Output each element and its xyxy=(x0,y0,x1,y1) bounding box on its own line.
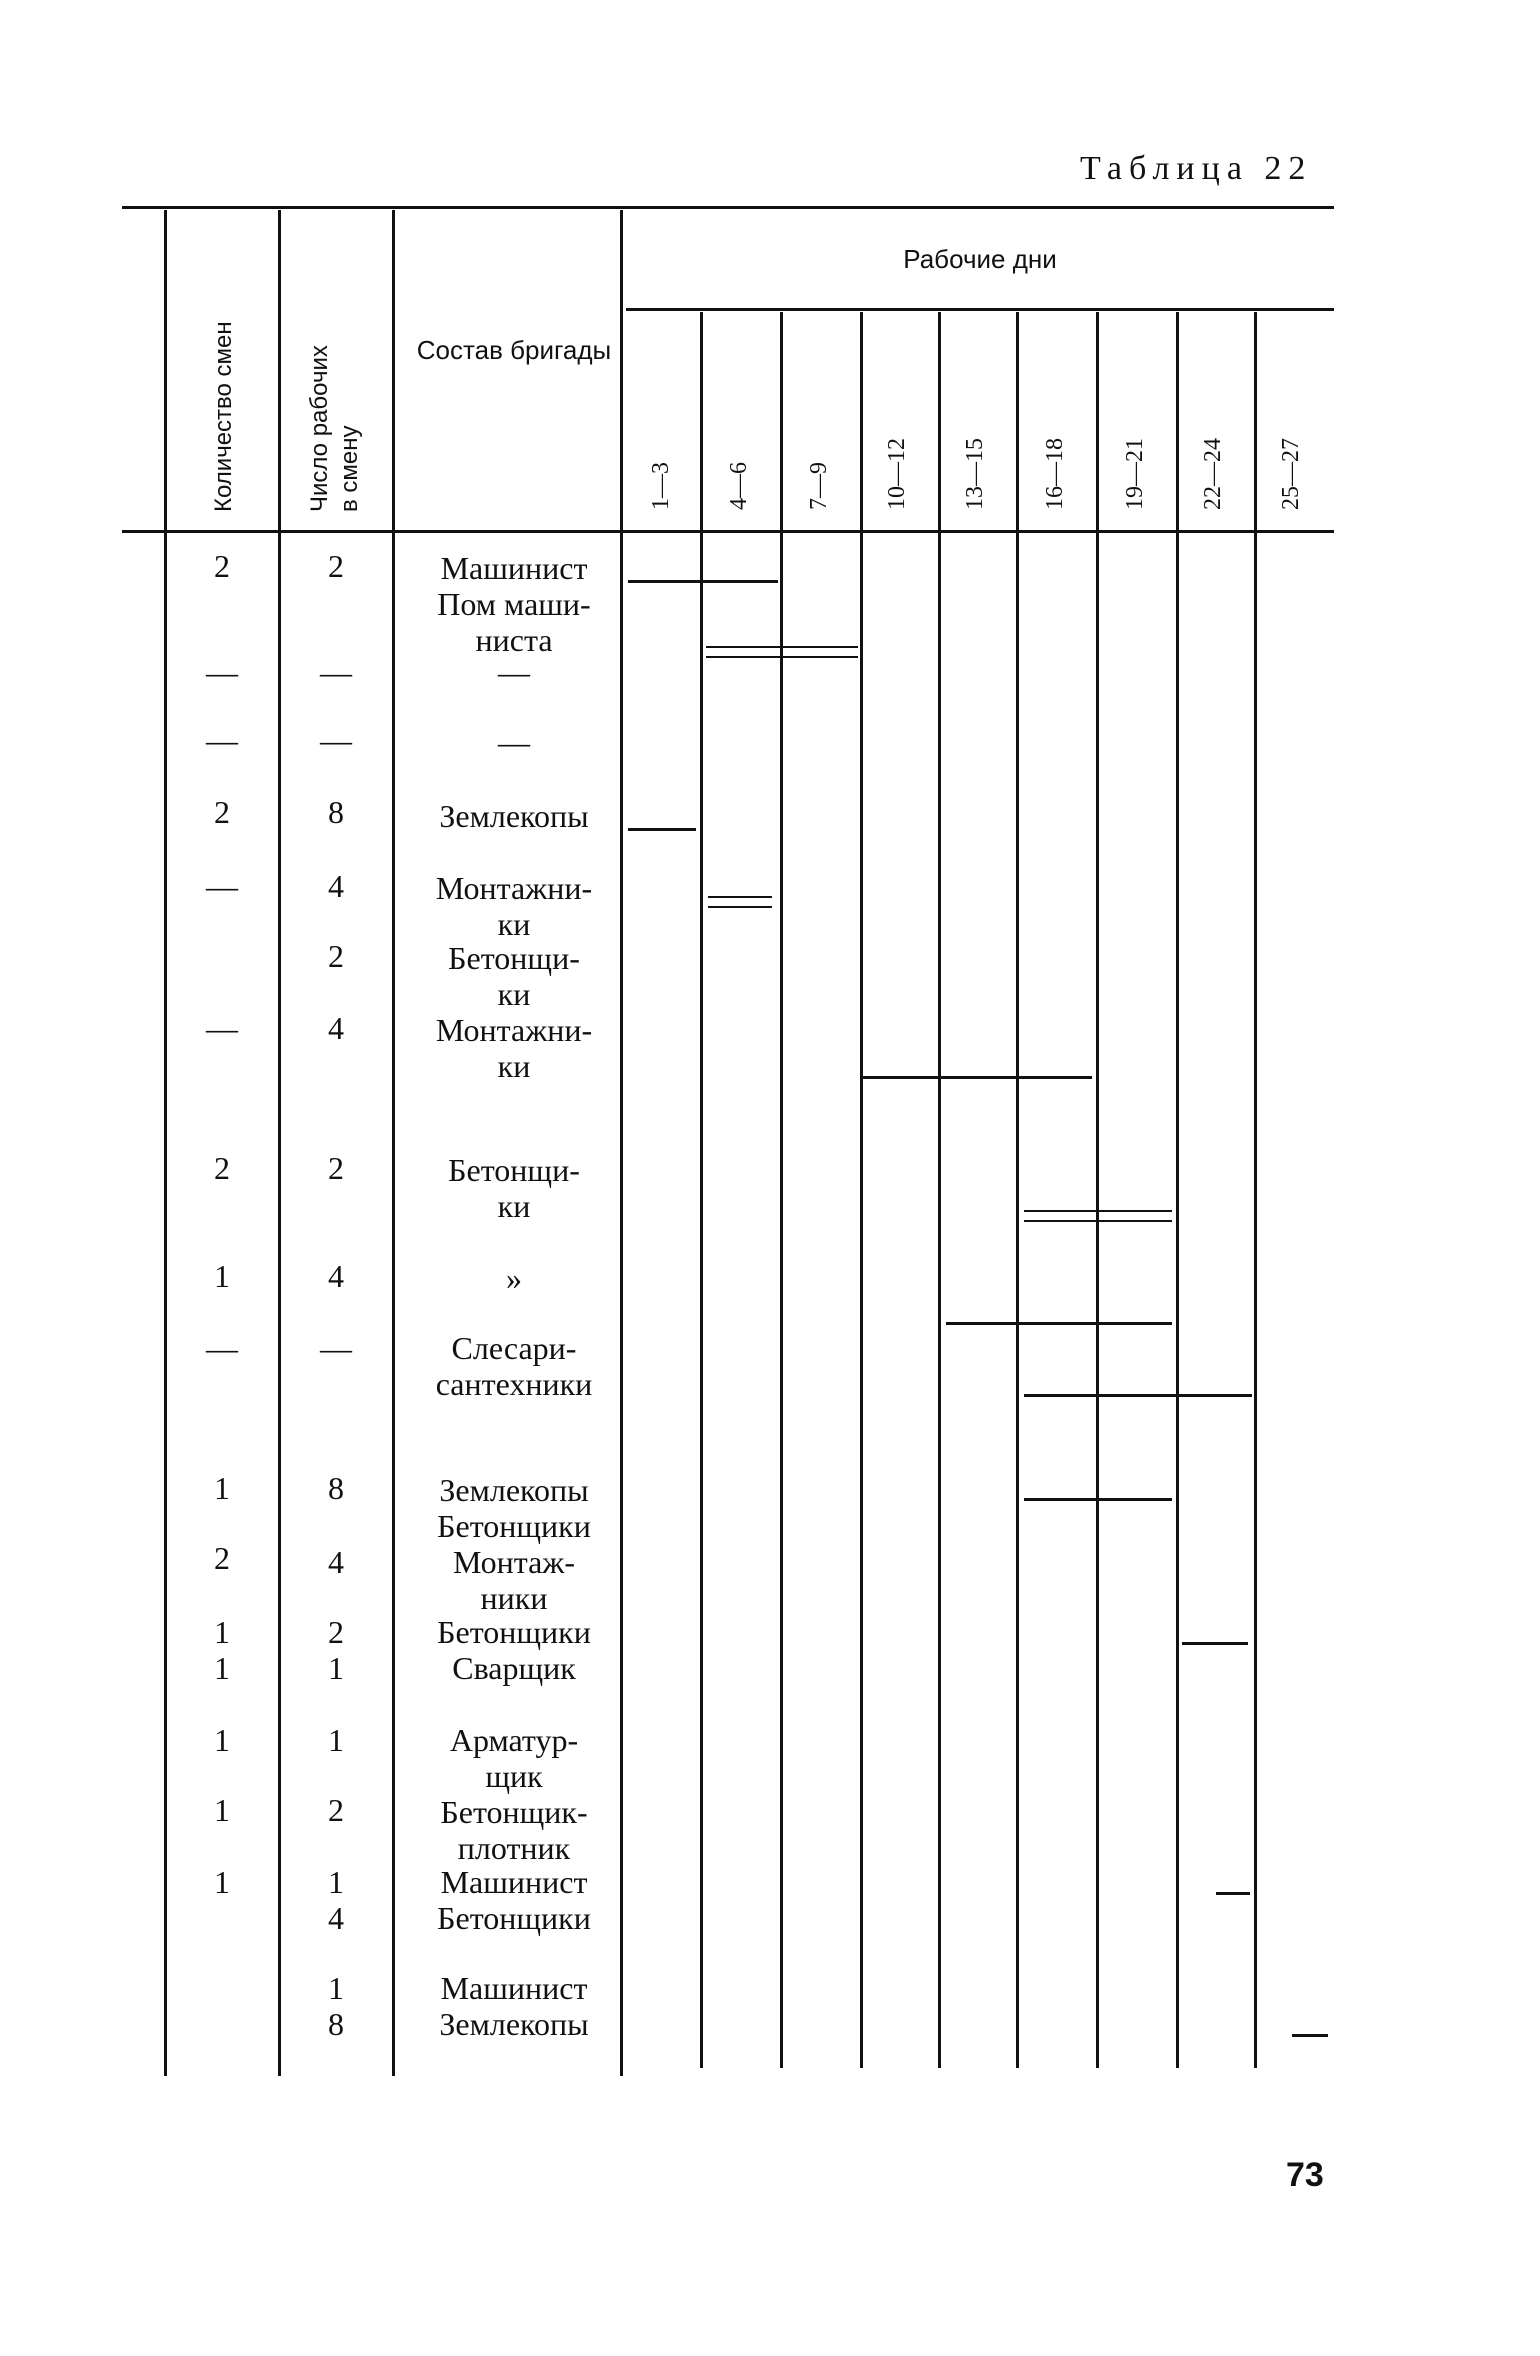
brigade-line: Монтажни- xyxy=(435,1012,593,1048)
schedule-bar xyxy=(1024,1394,1252,1397)
day-range-1: 1—3 xyxy=(648,462,674,510)
workers-cell: — xyxy=(320,722,352,758)
day-sep-6 xyxy=(1096,312,1099,2068)
workers-cell: 8 xyxy=(328,794,344,830)
schedule-bar-double xyxy=(706,646,858,658)
table-title: Таблица 22 xyxy=(1080,150,1313,187)
schedule-bar xyxy=(1024,1498,1172,1501)
header-brigade: Состав бригады xyxy=(416,335,612,365)
shifts-cell: — xyxy=(206,1330,238,1366)
schedule-bar xyxy=(628,828,696,831)
brigade-line: Бетонщик- xyxy=(440,1794,588,1830)
workers-cell: — xyxy=(320,654,352,690)
header-workers-line2: в смену xyxy=(336,425,363,512)
shifts-cell: 1 xyxy=(214,1650,230,1686)
workers-cell: 4 xyxy=(328,868,344,904)
day-range-8: 22—24 xyxy=(1200,438,1226,510)
page-number: 73 xyxy=(1286,2156,1324,2194)
brigade-line: Арматур- xyxy=(449,1722,579,1758)
shifts-cell: 2 xyxy=(214,794,230,830)
day-sep-7 xyxy=(1176,312,1179,2068)
workers-cell: 1 xyxy=(328,1650,344,1686)
shifts-cell: 1 xyxy=(214,1614,230,1650)
schedule-bar-double xyxy=(1024,1210,1172,1222)
day-sep-1 xyxy=(700,312,703,2068)
brigade-line: Слесари- xyxy=(451,1330,577,1366)
day-sep-4 xyxy=(938,312,941,2068)
brigade-cell xyxy=(400,550,628,658)
brigade-line: ки xyxy=(497,906,531,942)
brigade-cell xyxy=(400,724,628,760)
brigade-cell xyxy=(400,1472,628,1544)
brigade-line: ники xyxy=(480,1580,548,1616)
brigade-line: Землекопы xyxy=(439,2006,589,2042)
brigade-line: ки xyxy=(497,1188,531,1224)
workers-cell: 4 xyxy=(328,1900,344,1936)
shifts-cell: 2 xyxy=(214,1540,230,1576)
brigade-line: Монтажни- xyxy=(435,870,593,906)
brigade-line: Пом маши- xyxy=(437,586,591,622)
workers-cell: 2 xyxy=(328,1614,344,1650)
schedule-bar xyxy=(862,1076,1092,1079)
brigade-cell xyxy=(400,1544,628,1616)
shifts-cell: — xyxy=(206,1010,238,1046)
shifts-cell: 1 xyxy=(214,1792,230,1828)
day-range-3: 7—9 xyxy=(806,462,832,510)
schedule-bar xyxy=(1216,1892,1250,1895)
workers-cell: — xyxy=(320,1330,352,1366)
workers-cell: 1 xyxy=(328,1722,344,1758)
day-range-6: 16—18 xyxy=(1042,438,1068,510)
workers-cell: 1 xyxy=(328,1864,344,1900)
col-sep-1 xyxy=(278,210,281,2076)
brigade-cell xyxy=(400,1722,628,1794)
brigade-line: — xyxy=(498,724,530,760)
brigade-cell xyxy=(400,940,628,1012)
brigade-line: — xyxy=(498,654,530,690)
brigade-cell xyxy=(400,1152,628,1224)
schedule-bar xyxy=(946,1322,1172,1325)
shifts-cell: — xyxy=(206,868,238,904)
brigade-line: Сварщик xyxy=(452,1650,576,1686)
workers-cell: 1 xyxy=(328,1970,344,2006)
header-workers-line1: Число рабочих xyxy=(306,345,333,512)
schedule-bar xyxy=(1292,2034,1328,2037)
day-sep-3 xyxy=(860,312,863,2068)
workers-cell: 8 xyxy=(328,2006,344,2042)
brigade-cell xyxy=(400,1650,628,1686)
day-sep-2 xyxy=(780,312,783,2068)
day-range-4: 10—12 xyxy=(884,438,910,510)
brigade-line: Монтаж- xyxy=(452,1544,576,1580)
day-range-9: 25—27 xyxy=(1278,438,1304,510)
shifts-cell: 2 xyxy=(214,548,230,584)
workers-cell: 2 xyxy=(328,1792,344,1828)
brigade-line: » xyxy=(506,1260,522,1296)
brigade-line: Машинист xyxy=(440,550,588,586)
brigade-cell xyxy=(400,1260,628,1296)
shifts-cell: 1 xyxy=(214,1864,230,1900)
workers-cell: 4 xyxy=(328,1010,344,1046)
brigade-line: Землекопы xyxy=(439,1472,589,1508)
brigade-line: Землекопы xyxy=(439,798,589,834)
col-sep-0 xyxy=(164,210,167,2076)
schedule-bar xyxy=(1182,1642,1248,1645)
brigade-cell xyxy=(400,1614,628,1650)
brigade-cell xyxy=(400,1864,628,1936)
day-sep-5 xyxy=(1016,312,1019,2068)
brigade-line: Бетонщики xyxy=(437,1614,591,1650)
brigade-line: ки xyxy=(497,1048,531,1084)
brigade-line: ниста xyxy=(475,622,553,658)
schedule-bar xyxy=(628,580,778,583)
workers-cell: 2 xyxy=(328,938,344,974)
brigade-line: ки xyxy=(497,976,531,1012)
header-shifts: Количество смен xyxy=(210,321,237,512)
workers-cell: 8 xyxy=(328,1470,344,1506)
brigade-line: Бетонщики xyxy=(437,1900,591,1936)
brigade-cell xyxy=(400,1012,628,1084)
day-range-5: 13—15 xyxy=(962,438,988,510)
brigade-cell xyxy=(400,798,628,834)
shifts-cell: 2 xyxy=(214,1150,230,1186)
brigade-cell xyxy=(400,654,628,690)
brigade-cell xyxy=(400,870,628,942)
workers-cell: 4 xyxy=(328,1258,344,1294)
workers-cell: 2 xyxy=(328,548,344,584)
day-sep-8 xyxy=(1254,312,1257,2068)
col-sep-2 xyxy=(392,210,395,2076)
workers-cell: 2 xyxy=(328,1150,344,1186)
brigade-line: Бетонщики xyxy=(437,1508,591,1544)
table-top-rule xyxy=(122,206,1334,209)
shifts-cell: — xyxy=(206,654,238,690)
brigade-line: сантехники xyxy=(435,1366,593,1402)
brigade-line: Машинист xyxy=(440,1970,588,2006)
day-range-7: 19—21 xyxy=(1122,438,1148,510)
shifts-cell: 1 xyxy=(214,1470,230,1506)
brigade-cell xyxy=(400,1794,628,1866)
brigade-cell xyxy=(400,1330,628,1402)
brigade-line: плотник xyxy=(457,1830,571,1866)
brigade-line: Машинист xyxy=(440,1864,588,1900)
header-bottom-rule xyxy=(122,530,1334,533)
days-sub-rule xyxy=(626,308,1334,311)
schedule-bar-double xyxy=(708,896,772,908)
day-range-2: 4—6 xyxy=(726,462,752,510)
header-days-group: Рабочие дни xyxy=(903,244,1057,274)
workers-cell: 4 xyxy=(328,1544,344,1580)
brigade-cell xyxy=(400,1970,628,2042)
shifts-cell: 1 xyxy=(214,1258,230,1294)
brigade-line: Бетонщи- xyxy=(448,1152,580,1188)
brigade-line: Бетонщи- xyxy=(448,940,580,976)
brigade-line: щик xyxy=(485,1758,543,1794)
shifts-cell: 1 xyxy=(214,1722,230,1758)
shifts-cell: — xyxy=(206,722,238,758)
